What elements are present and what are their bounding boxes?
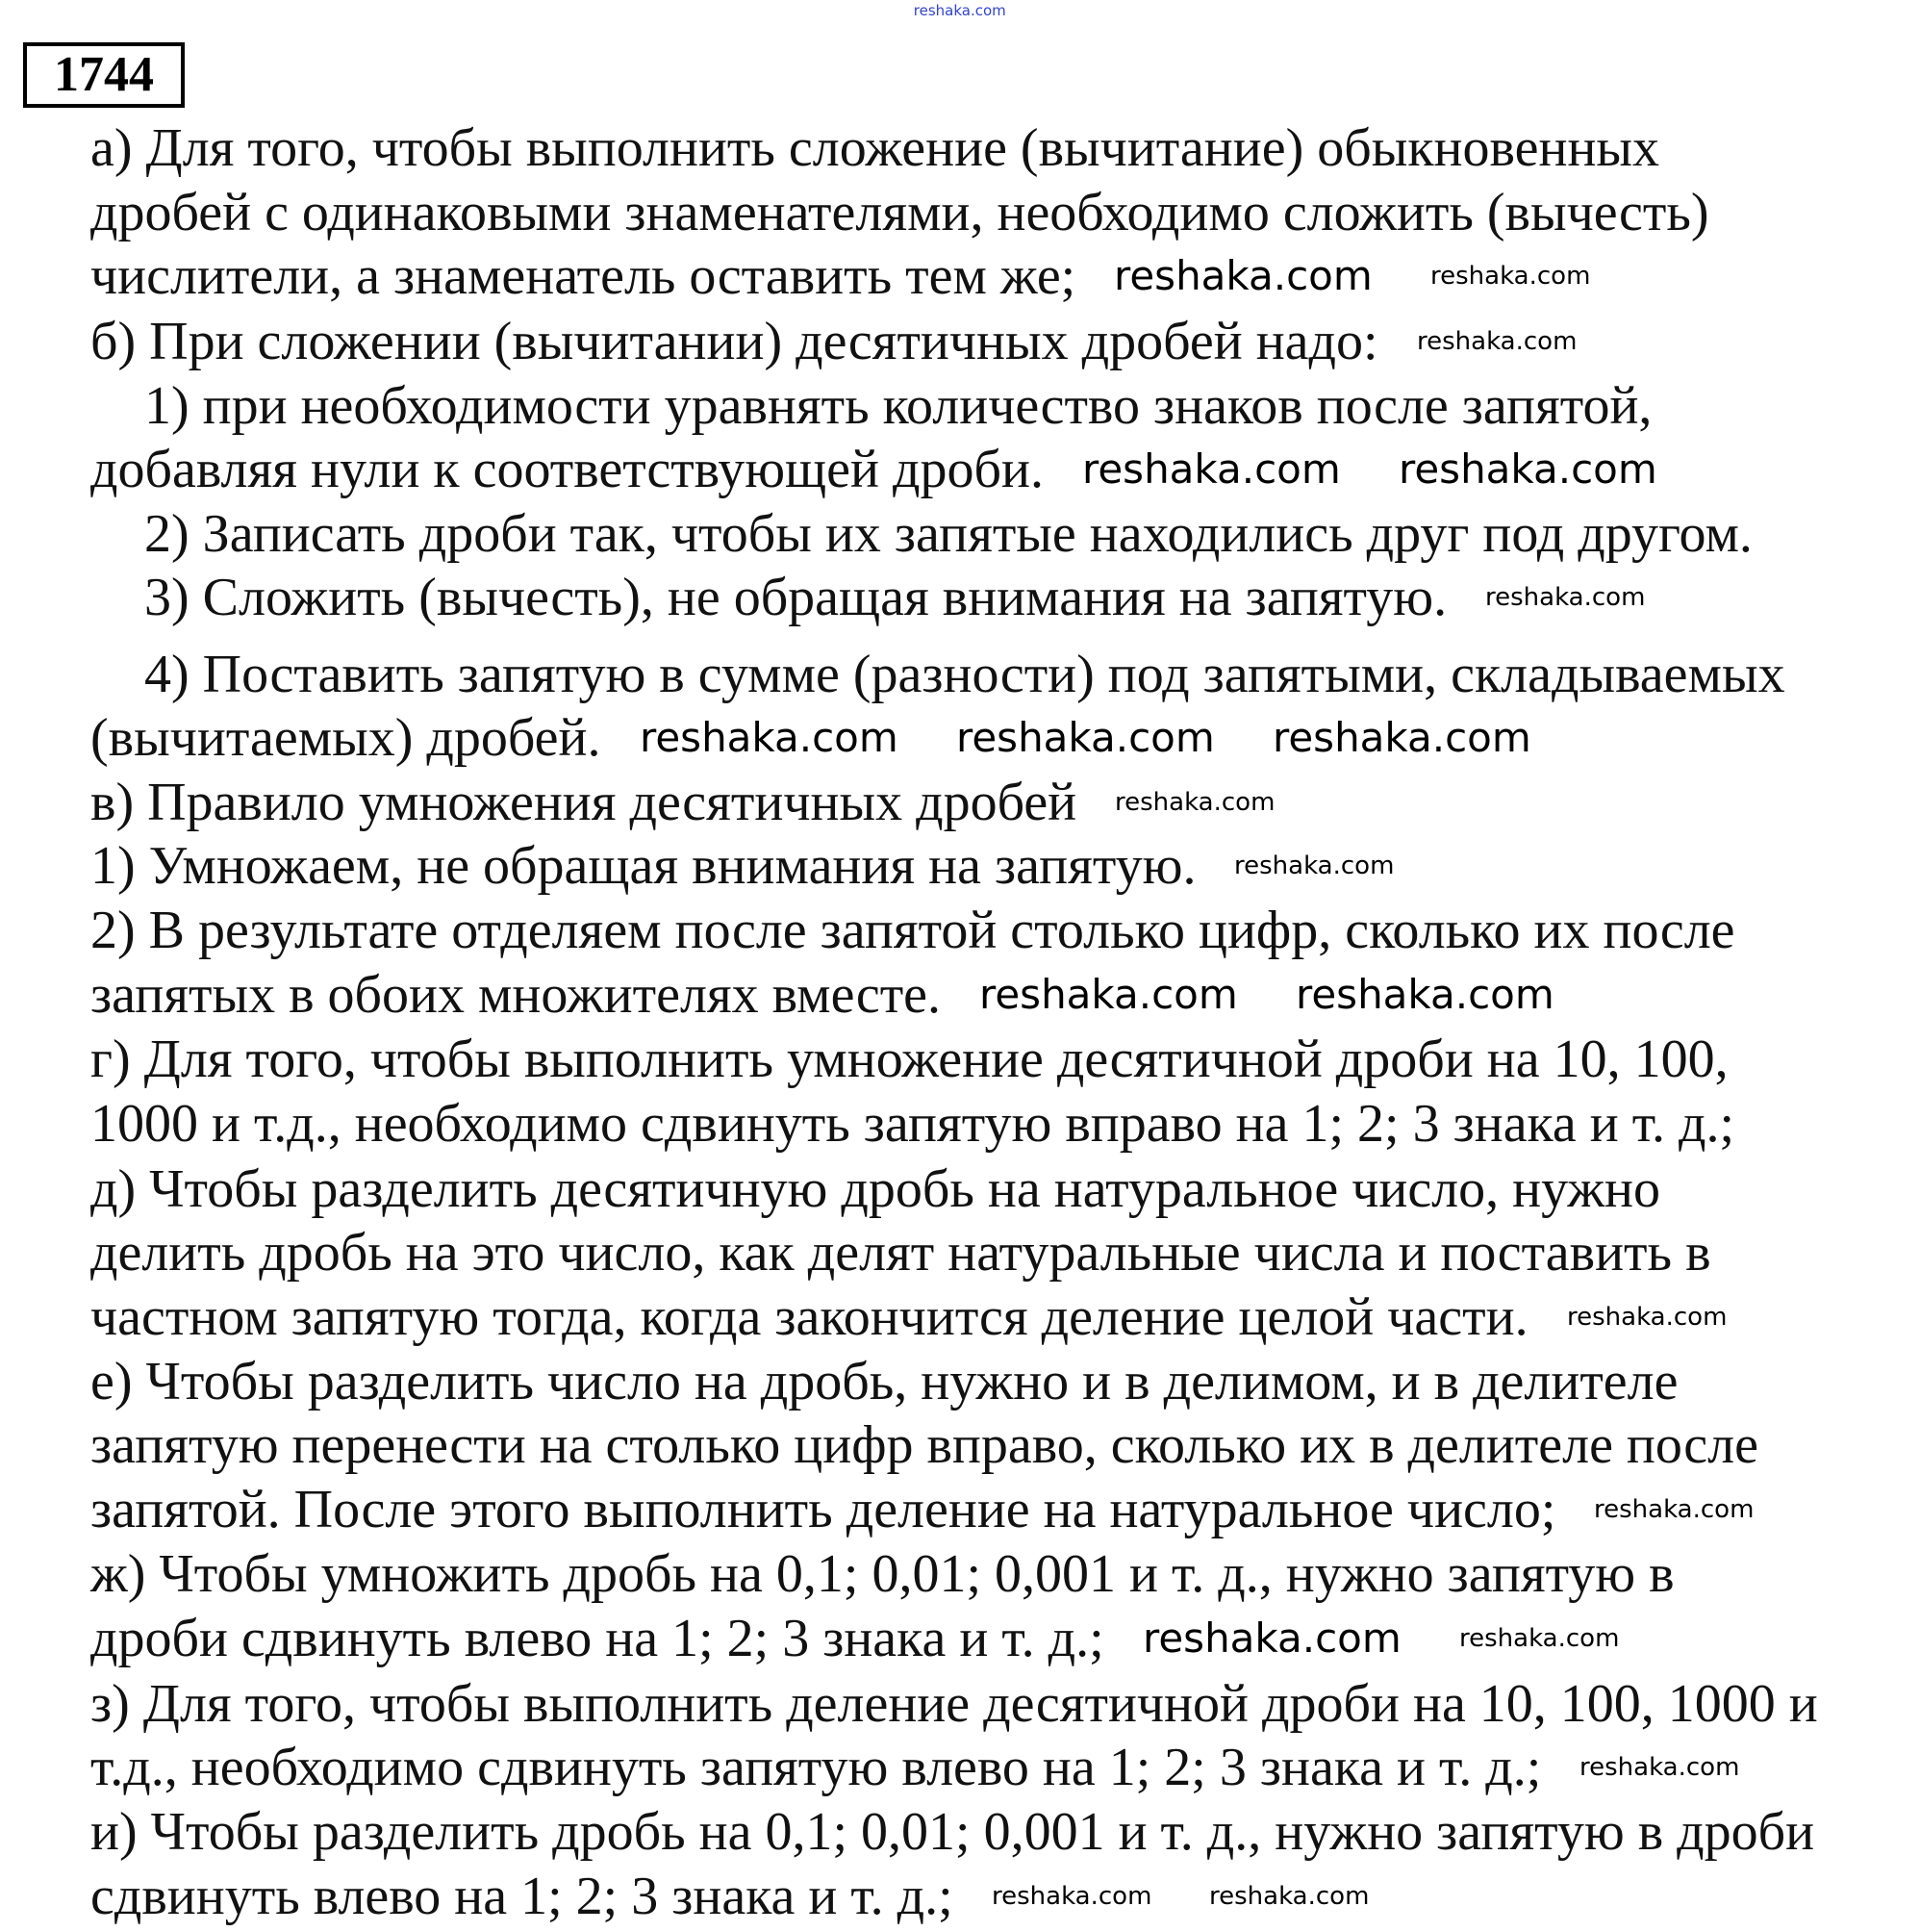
text-line: д) Чтобы разделить десятичную дробь на натуральное число, нужно: [90, 1158, 1661, 1219]
text-line: добавляя нули к соответствующей дроби.: [90, 440, 1044, 500]
watermark: reshaka.com: [956, 714, 1215, 761]
watermark: reshaka.com: [979, 971, 1238, 1018]
watermark: reshaka.com: [1114, 252, 1373, 299]
watermark: reshaka.com: [992, 1882, 1152, 1911]
watermark: reshaka.com: [1430, 262, 1591, 291]
watermark: reshaka.com: [1143, 1614, 1402, 1662]
watermark: reshaka.com: [1209, 1882, 1370, 1911]
watermark: reshaka.com: [1082, 445, 1341, 493]
watermark: reshaka.com: [640, 714, 898, 761]
watermark: reshaka.com: [913, 2, 1006, 19]
text-line: 3) Сложить (вычесть), не обращая внимания на запятую.: [90, 568, 1448, 628]
text-line: дробей с одинаковыми знаменателями, необходимо сложить (вычесть): [90, 182, 1709, 242]
text-line: делить дробь на это число, как делят натуральные числа и поставить в: [90, 1223, 1711, 1284]
problem-number: 1744: [23, 42, 185, 108]
text-line: числители, а знаменатель оставить тем же;: [90, 246, 1076, 307]
watermark: reshaka.com: [1273, 714, 1531, 761]
text-line: запятую перенести на столько цифр вправо, сколько их в делителе после: [90, 1415, 1758, 1476]
text-line: б) При сложении (вычитании) десятичных дробей надо:: [90, 312, 1378, 372]
text-line: частном запятую тогда, когда закончится деление целой части.: [90, 1286, 1528, 1347]
text-line: з) Для того, чтобы выполнить деление десятичной дроби на 10, 100, 1000 и: [90, 1673, 1818, 1734]
text-line: г) Для того, чтобы выполнить умножение десятичной дроби на 10, 100,: [90, 1030, 1729, 1090]
watermark: reshaka.com: [1417, 327, 1578, 356]
watermark: reshaka.com: [1594, 1495, 1755, 1524]
watermark: reshaka.com: [1579, 1753, 1740, 1782]
text-line: дроби сдвинуть влево на 1; 2; 3 знака и т. д.;: [90, 1609, 1104, 1669]
text-line: 4) Поставить запятую в сумме (разности) под запятыми, складываемых: [90, 644, 1785, 704]
text-line: запятых в обоих множителях вместе.: [90, 964, 942, 1025]
watermark: reshaka.com: [1234, 852, 1395, 880]
text-line: в) Правило умножения десятичных дробей: [90, 772, 1077, 832]
watermark: reshaka.com: [1399, 445, 1657, 493]
text-line: запятой. После этого выполнить деление на натуральное число;: [90, 1479, 1556, 1539]
text-line: 2) Записать дроби так, чтобы их запятые находились друг под другом.: [90, 503, 1753, 564]
text-line: а) Для того, чтобы выполнить сложение (вычитание) обыкновенных: [90, 118, 1660, 179]
text-line: 1) Умножаем, не обращая внимания на запятую.: [90, 836, 1197, 897]
text-line: ж) Чтобы умножить дробь на 0,1; 0,01; 0,001 и т. д., нужно запятую в: [90, 1544, 1675, 1605]
text-line: 1) при необходимости уравнять количество знаков после запятой,: [90, 375, 1653, 436]
watermark: reshaka.com: [1485, 583, 1646, 612]
text-line: е) Чтобы разделить число на дробь, нужно и в делимом, и в делителе: [90, 1351, 1679, 1411]
text-line: (вычитаемых) дробей.: [90, 708, 601, 769]
text-line: и) Чтобы разделить дробь на 0,1; 0,01; 0,001 и т. д., нужно запятую в дроби: [90, 1802, 1815, 1862]
watermark: reshaka.com: [1296, 971, 1554, 1018]
watermark: reshaka.com: [1567, 1303, 1728, 1332]
text-line: 2) В результате отделяем после запятой столько цифр, сколько их после: [90, 901, 1735, 961]
text-line: сдвинуть влево на 1; 2; 3 знака и т. д.;: [90, 1866, 953, 1926]
text-line: 1000 и т.д., необходимо сдвинуть запятую вправо на 1; 2; 3 знака и т. д.;: [90, 1094, 1735, 1154]
watermark: reshaka.com: [1459, 1624, 1620, 1653]
text-line: т.д., необходимо сдвинуть запятую влево на 1; 2; 3 знака и т. д.;: [90, 1738, 1542, 1798]
watermark: reshaka.com: [1115, 788, 1276, 817]
